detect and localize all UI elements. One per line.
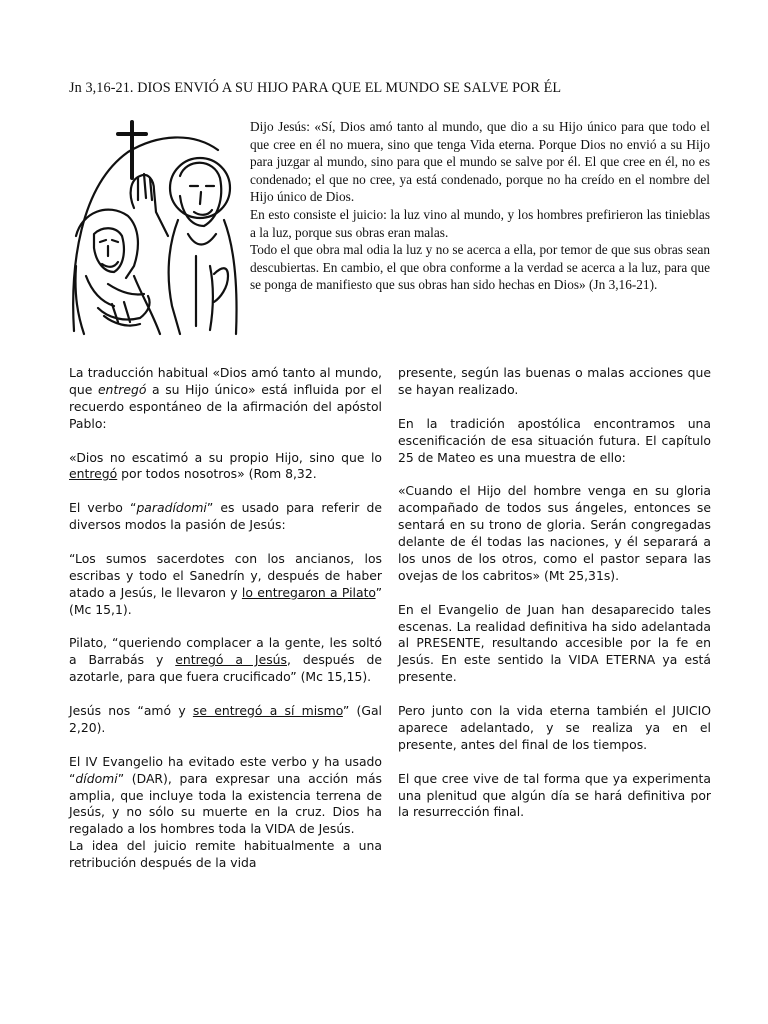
emphasis: paradídomi: [136, 500, 207, 516]
paragraph: En la tradición apostólica encontramos una escenificación de esa situación futura. El capítulo 25 de Mateo es una muestra de ello:: [398, 415, 711, 465]
paragraph: La idea del juicio remite habitualmente a una retribución después de la vida: [69, 838, 382, 871]
reading-paragraph: Todo el que obra mal odia la luz y no se acerca a ella, por temor de que sus obras sean descubiertas. En cambio, el que obra conforme a la verdad se acerca a la luz, para que se ponga de manifiesto que sus obras han sido hechas en Dios» (Jn 3,16-21).: [250, 242, 710, 293]
paragraph: «Dios no escatimó a su propio Hijo, sino que lo entregó por todos nosotros» (Rom 8,32.: [69, 449, 382, 482]
reading-paragraph: Dijo Jesús: «Sí, Dios amó tanto al mundo, que dio a su Hijo único para que todo el que cree en él no muera, sino que tenga Vida eterna. Porque Dios no envió a su Hijo para juzgar al mundo, sino para que el mundo se salve por él. El que cree en él, no es condenado; el que no cree, ya está condenado, porque no ha creído en el nombre del Hijo único de Dios.: [250, 119, 710, 205]
gospel-reading: [250, 118, 710, 294]
paragraph: presente, según las buenas o malas acciones que se hayan realizado.: [398, 365, 711, 397]
paragraph: La traducción habitual «Dios amó tanto al mundo, que entregó a su Hijo único» está influida por el recuerdo espontáneo de la afirmación del apóstol Pablo:: [69, 365, 382, 431]
underlined-text: lo entregaron a Pilato: [241, 584, 376, 600]
paragraph: Pilato, “queriendo complacer a la gente, les soltó a Barrabás y entregó a Jesús, después de azotarle, para que fuera crucificado” (Mc 15,15).: [69, 635, 382, 685]
underlined-text: se entregó a sí mismo: [192, 703, 343, 719]
paragraph: El IV Evangelio ha evitado este verbo y ha usado “dídomi” (DAR), para expresar una acción más amplia, que incluye toda la existencia terrena de Jesús, y no sólo su muerte en la cruz. Dios ha regalado a los hombres toda la VIDA de Jesús.: [69, 753, 382, 837]
emphasis: entregó: [97, 381, 147, 397]
paragraph: «Cuando el Hijo del hombre venga en su gloria acompañado de todos sus ángeles, entonces se sentará en su trono de gloria. Serán congregadas delante de él todas las naciones, y él separará a los unos de los otros, como el pastor separa las ovejas de los cabritos» (Mt 25,31s).: [398, 483, 711, 583]
emphasis: dídomi: [75, 770, 118, 786]
paragraph: Jesús nos “amó y se entregó a sí mismo” (Gal 2,20).: [69, 703, 382, 735]
paragraph: Pero junto con la vida eterna también el JUICIO aparece adelantado, y se realiza ya en el presente, antes del final de los tiempos.: [398, 703, 711, 752]
underlined-text: entregó: [69, 466, 118, 482]
paragraph: En el Evangelio de Juan han desaparecido tales escenas. La realidad definitiva ha sido adelantada al PRESENTE, resultando accesible por la fe en Jesús. En este sentido la VIDA ETERNA ya está presente.: [398, 601, 711, 685]
underlined-text: entregó a Jesús: [175, 652, 287, 668]
page-title: Jn 3,16-21. DIOS ENVIÓ A SU HIJO PARA QUE EL MUNDO SE SALVE POR ÉL: [69, 80, 562, 96]
jesus-nicodemus-illustration: [68, 116, 244, 338]
paragraph: El verbo “paradídomi” es usado para referir de diversos modos la pasión de Jesús:: [69, 500, 382, 533]
right-column: [398, 365, 711, 838]
left-column: [69, 365, 382, 872]
reading-paragraph: En esto consiste el juicio: la luz vino al mundo, y los hombres prefirieron las tinieblas a la luz, porque sus obras eran malas.: [250, 206, 710, 240]
paragraph: El que cree vive de tal forma que ya experimenta una plenitud que algún día se hará definitiva por la resurrección final.: [398, 770, 711, 820]
paragraph: “Los sumos sacerdotes con los ancianos, los escribas y todo el Sanedrín y, después de haber atado a Jesús, le llevaron y lo entregaron a Pilato” (Mc 15,1).: [69, 550, 382, 617]
